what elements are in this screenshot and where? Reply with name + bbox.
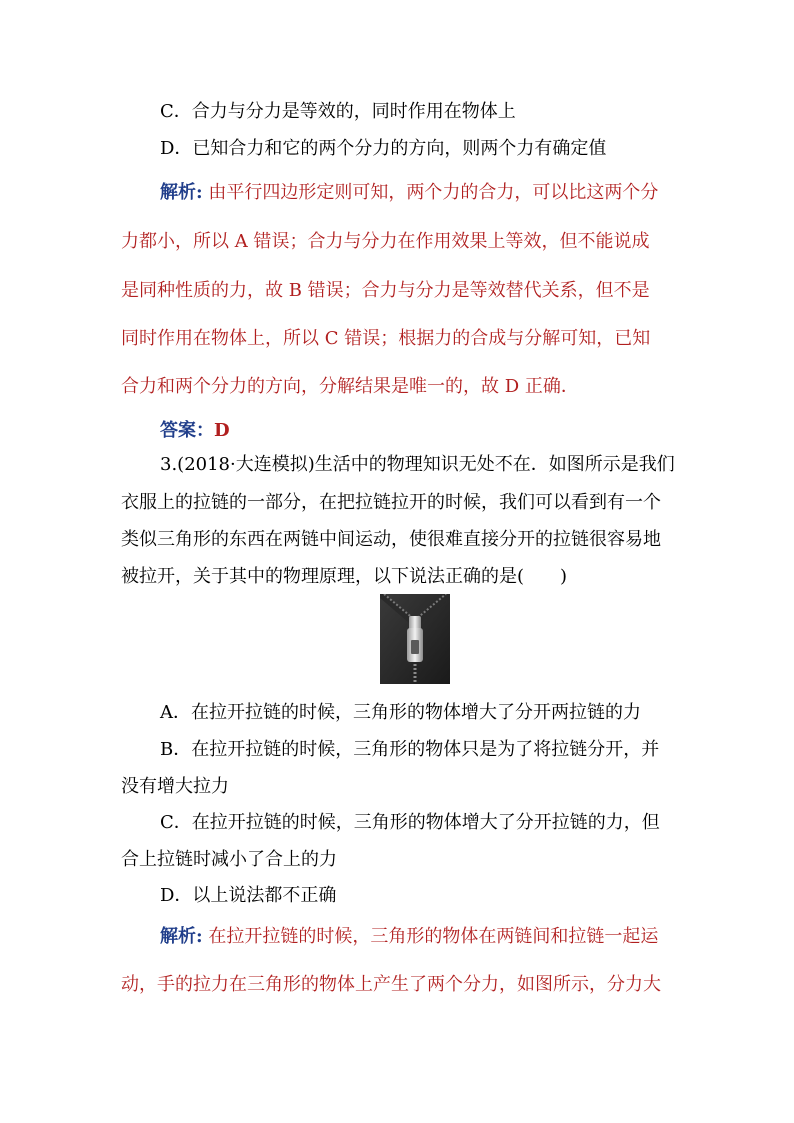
analysis-2-line-2: 动，手的拉力在三角形的物体上产生了两个分力，如图所示，分力大 xyxy=(121,974,661,995)
analysis-label: 解析 xyxy=(160,182,196,203)
analysis-1-line-1: 解析: 由平行四边形定则可知，两个力的合力，可以比这两个分 xyxy=(160,182,659,203)
option-d: D．已知合力和它的两个分力的方向，则两个力有确定值 xyxy=(160,138,607,159)
q3-option-b-line-2: 没有增大拉力 xyxy=(121,776,229,797)
answer-label: 答案： xyxy=(160,420,214,441)
option-c: C．合力与分力是等效的，同时作用在物体上 xyxy=(160,101,516,122)
analysis-2-line-1: 解析: 在拉开拉链的时候，三角形的物体在两链间和拉链一起运 xyxy=(160,926,659,947)
analysis-1-line-5: 合力和两个分力的方向，分解结果是唯一的，故 D 正确． xyxy=(121,376,579,397)
q3-option-a: A．在拉开拉链的时候，三角形的物体增大了分开两拉链的力 xyxy=(160,702,641,723)
analysis-1-line-2: 力都小，所以 A 错误；合力与分力在作用效果上等效，但不能说成 xyxy=(121,231,650,252)
q3-option-b-line-1: B．在拉开拉链的时候，三角形的物体只是为了将拉链分开，并 xyxy=(160,739,660,760)
question-3-line-3: 类似三角形的东西在两链中间运动，使很难直接分开的拉链很容易地 xyxy=(121,529,661,550)
answer-value: D xyxy=(214,420,230,441)
zipper-photo xyxy=(380,594,450,684)
analysis-2-text: 在拉开拉链的时候，三角形的物体在两链间和拉链一起运 xyxy=(208,926,659,947)
analysis-1-line-3: 是同种性质的力，故 B 错误；合力与分力是等效替代关系，但不是 xyxy=(121,280,650,301)
answer xyxy=(160,416,230,442)
question-3-line-4: 被拉开，关于其中的物理原理，以下说法正确的是( ) xyxy=(121,566,568,587)
analysis-text: 由平行四边形定则可知，两个力的合力，可以比这两个分 xyxy=(208,182,659,203)
question-3-line-1: 3.(2018·大连模拟)生活中的物理知识无处不在．如图所示是我们 xyxy=(160,454,675,475)
analysis-1-line-4: 同时作用在物体上，所以 C 错误；根据力的合成与分解可知，已知 xyxy=(121,328,651,349)
question-3-line-2: 衣服上的拉链的一部分，在把拉链拉开的时候，我们可以看到有一个 xyxy=(121,492,661,513)
q3-option-d: D．以上说法都不正确 xyxy=(160,885,337,906)
q3-option-c-line-1: C．在拉开拉链的时候，三角形的物体增大了分开拉链的力，但 xyxy=(160,812,660,833)
analysis-label-2: 解析 xyxy=(160,926,196,947)
q3-option-c-line-2: 合上拉链时减小了合上的力 xyxy=(121,849,337,870)
